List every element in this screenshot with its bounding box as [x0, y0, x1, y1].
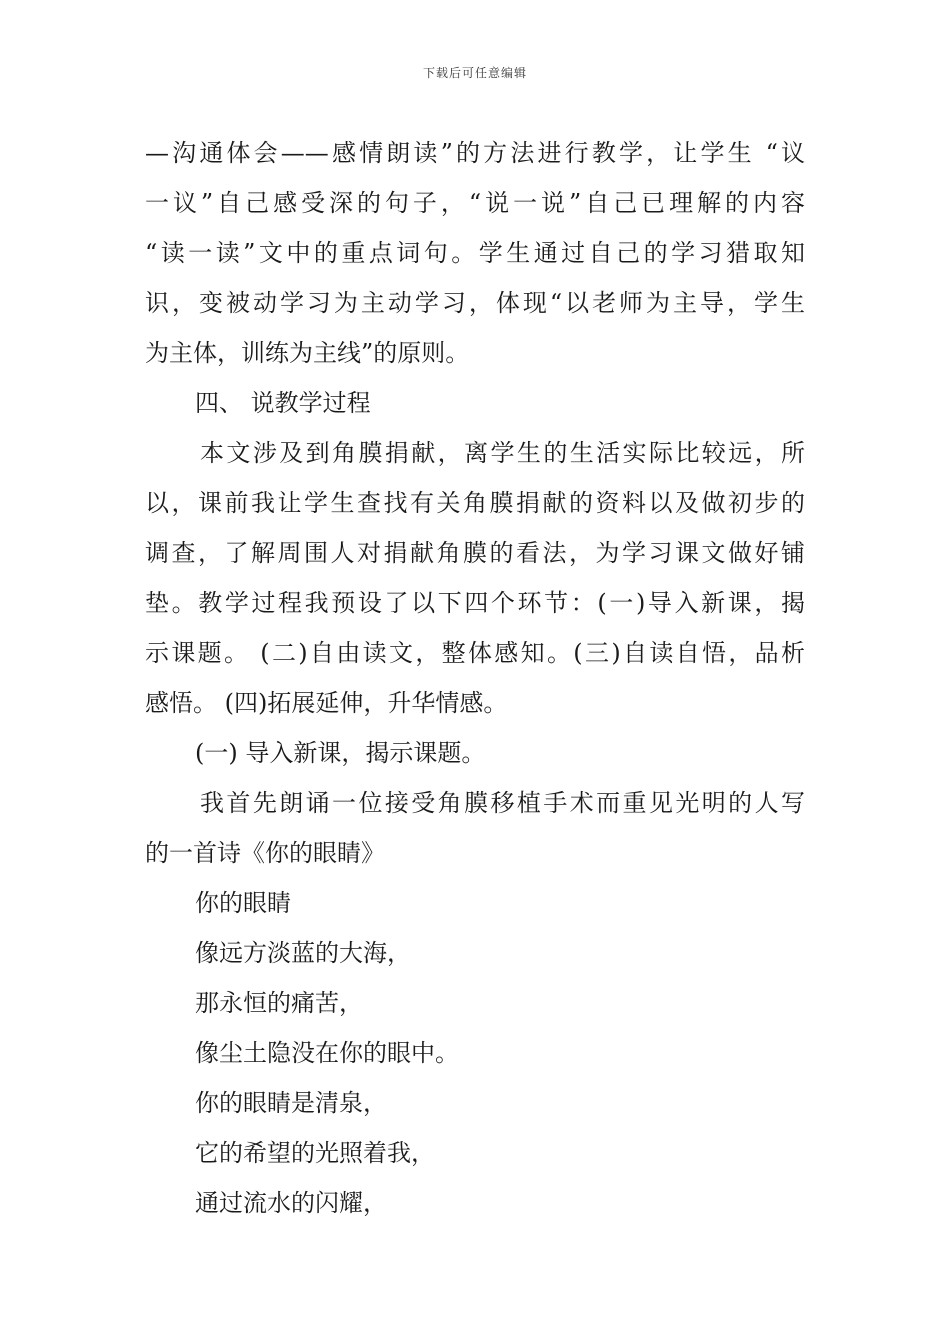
paragraph-line: —沟通体会——感情朗读”的方法进行教学，让学生 “议	[145, 139, 805, 167]
paragraph-line: 一议”自己感受深的句子，“说一说”自己已理解的内容	[145, 189, 805, 217]
paragraph-line: 的一首诗《你的眼睛》	[145, 839, 385, 867]
paragraph-line: 示课题。 (二)自由读文，整体感知。(三)自读自悟，品析	[145, 639, 805, 667]
poem-line: 你的眼睛是清泉，	[195, 1089, 387, 1117]
poem-line: 像远方淡蓝的大海，	[195, 939, 411, 967]
poem-line: 你的眼睛	[195, 889, 291, 917]
poem-line: 它的希望的光照着我，	[195, 1139, 435, 1167]
page-header-note: 下载后可任意编辑	[422, 66, 527, 80]
poem-line: 那永恒的痛苦，	[195, 989, 363, 1017]
paragraph-line: 以，课前我让学生查找有关角膜捐献的资料以及做初步的	[145, 489, 805, 517]
section-heading: 四、 说教学过程	[195, 389, 371, 417]
paragraph-line: 调查，了解周围人对捐献角膜的看法，为学习课文做好铺	[145, 539, 805, 567]
paragraph-line: 为主体，训练为主线”的原则。	[145, 339, 470, 367]
document-body	[145, 128, 805, 1228]
poem-line: 像尘土隐没在你的眼中。	[195, 1039, 459, 1067]
paragraph-line: 感悟。 (四)拓展延伸，升华情感。	[145, 689, 508, 717]
poem-line: 通过流水的闪耀，	[195, 1189, 387, 1217]
paragraph-line: 识，变被动学习为主动学习，体现“以老师为主导，学生	[145, 289, 805, 317]
paragraph-line: 本文涉及到角膜捐献，离学生的生活实际比较远，所	[200, 439, 805, 467]
paragraph-line: 我首先朗诵一位接受角膜移植手术而重见光明的人写	[200, 789, 805, 817]
paragraph-line: 垫。教学过程我预设了以下四个环节：(一)导入新课，揭	[145, 589, 805, 617]
subsection-heading: (一) 导入新课，揭示课题。	[195, 739, 486, 767]
paragraph-line: “读一读”文中的重点词句。学生通过自己的学习猎取知	[145, 239, 805, 267]
